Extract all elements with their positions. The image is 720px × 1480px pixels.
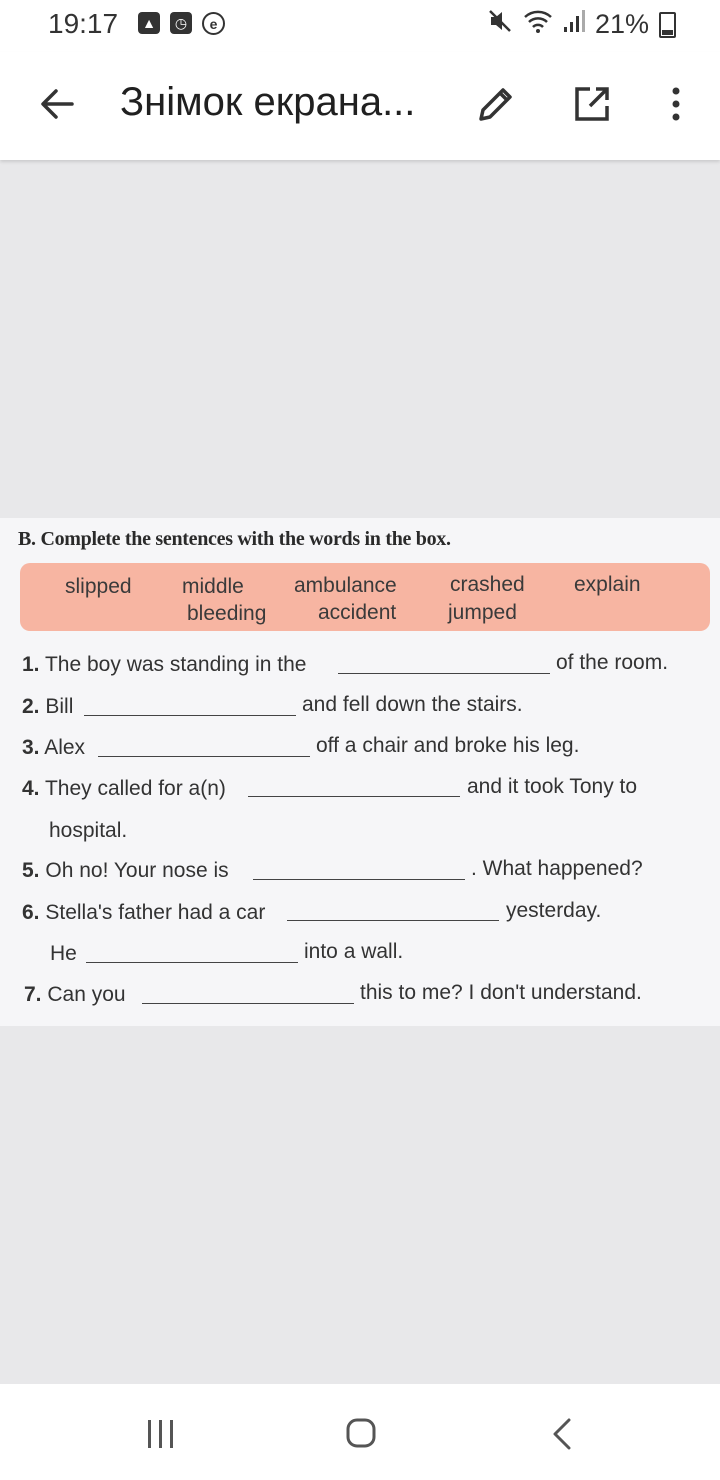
sentence-7: [24, 983, 126, 1007]
word-item: explain: [574, 573, 641, 596]
word-item: slipped: [65, 575, 132, 598]
answer-blank: [86, 962, 298, 963]
navigation-bar: [0, 1384, 720, 1480]
sentence-4: [22, 777, 226, 801]
sentence-text: Stella's father had a car: [45, 901, 266, 924]
sentence-5: [22, 859, 229, 883]
answer-blank: [248, 796, 460, 797]
word-item: middle: [182, 575, 244, 598]
sentence-text: of the room.: [556, 651, 669, 674]
more-vert-icon[interactable]: [660, 82, 692, 126]
sentence-text: and fell down the stairs.: [302, 693, 523, 716]
sentence-text: . What happened?: [471, 857, 643, 880]
sentence-number: 6.: [22, 901, 40, 924]
sentence-text: He: [50, 942, 77, 965]
answer-blank: [253, 879, 465, 880]
word-item: jumped: [448, 601, 517, 624]
word-item: accident: [318, 601, 397, 624]
sentence-text: Bill: [45, 695, 74, 718]
pencil-icon[interactable]: [474, 82, 518, 126]
sentence-number: 1.: [22, 653, 40, 676]
clock-icon: ◷: [170, 12, 192, 34]
sentence-number: 5.: [22, 859, 40, 882]
notification-icons: [138, 12, 225, 35]
recent-apps-icon[interactable]: [146, 1420, 176, 1448]
sentence-text: hospital.: [49, 819, 128, 842]
answer-blank: [287, 920, 499, 921]
back-arrow-icon[interactable]: [36, 82, 80, 126]
answer-blank: [338, 673, 550, 674]
battery-level: 21%: [594, 9, 649, 39]
answer-blank: [84, 715, 296, 716]
sentence-2: [22, 695, 73, 719]
exercise-heading: B. Complete the sentences with the words in the box.: [18, 528, 451, 550]
open-external-icon[interactable]: [570, 82, 614, 126]
sentence-6: [22, 901, 265, 925]
sentence-text: yesterday.: [506, 899, 602, 922]
system-icons: [487, 8, 676, 41]
sentence-3: [22, 736, 85, 760]
e-icon: e: [202, 12, 225, 35]
sentence-number: 4.: [22, 777, 40, 800]
word-item: crashed: [450, 573, 525, 596]
sentence-text: and it took Tony to: [467, 775, 638, 798]
sentence-text: Alex: [44, 736, 86, 759]
sentence-text: Oh no! Your nose is: [45, 859, 229, 882]
wifi-icon: [523, 8, 553, 41]
word-box: [20, 563, 710, 631]
answer-blank: [142, 1003, 354, 1004]
sentence-number: 7.: [24, 983, 42, 1006]
sentence-text: Can you: [47, 983, 126, 1006]
sentence-text: They called for a(n): [44, 777, 226, 800]
sentence-text: this to me? I don't understand.: [360, 981, 642, 1004]
worksheet-image[interactable]: [0, 518, 720, 1026]
mute-icon: [487, 8, 513, 41]
sentence-text: The boy was standing in the: [44, 653, 307, 676]
signal-icon: [563, 9, 585, 40]
app-bar: [0, 52, 720, 160]
battery-icon: [659, 12, 676, 38]
nav-back-icon[interactable]: [552, 1418, 572, 1450]
home-icon[interactable]: [346, 1418, 376, 1448]
status-bar: [0, 0, 720, 52]
sentence-text: into a wall.: [304, 940, 404, 963]
word-item: ambulance: [294, 574, 397, 597]
sentence-1: [22, 653, 306, 677]
word-item: bleeding: [187, 602, 267, 625]
gallery-icon: ▲: [138, 12, 160, 34]
screen-title: Знімок екрана...: [120, 80, 416, 124]
sentence-number: 2.: [22, 695, 40, 718]
status-time: 19:17: [48, 8, 119, 39]
answer-blank: [98, 756, 310, 757]
sentence-text: off a chair and broke his leg.: [316, 734, 580, 757]
sentence-number: 3.: [22, 736, 40, 759]
